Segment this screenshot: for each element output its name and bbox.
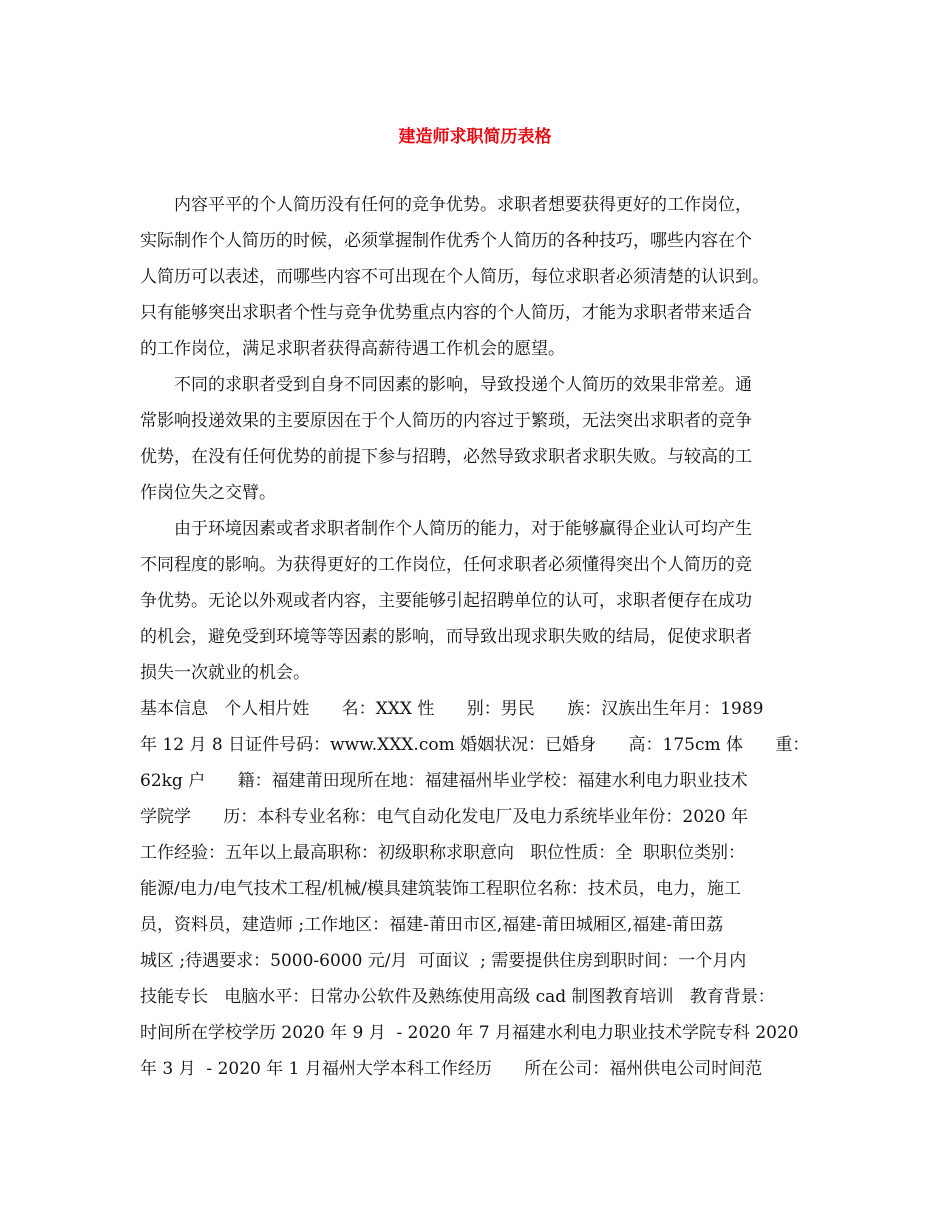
resume-line-1: 基本信息 个人相片姓 名：XXX 性 别：男民 族：汉族出生年月：1989 [140, 699, 764, 719]
resume-line-6: 能源/电力/电气技术工程/机械/模具建筑装饰工程职位名称：技术员，电力，施工 [140, 879, 741, 899]
paragraph-3-line-3: 争优势。无论以外观或者内容，主要能够引起招聘单位的认可，求职者便存在成功 [140, 591, 752, 611]
paragraph-2-line-3: 优势，在没有任何优势的前提下参与招聘，必然导致求职者求职失败。与较高的工 [140, 447, 752, 467]
resume-line-2: 年 12 月 8 日证件号码：www.XXX.com 婚姻状况：已婚身 高：175cm 体 重： [140, 735, 810, 755]
resume-line-7: 员，资料员，建造师 ;工作地区：福建-莆田市区,福建-莆田城厢区,福建-莆田荔 [140, 915, 724, 935]
resume-line-3: 62kg 户 籍：福建莆田现所在地：福建福州毕业学校：福建水利电力职业技术 [140, 771, 748, 791]
paragraph-3-line-1: 由于环境因素或者求职者制作个人简历的能力，对于能够赢得企业认可均产生 [174, 519, 752, 539]
paragraph-2-line-2: 常影响投递效果的主要原因在于个人简历的内容过于繁琐，无法突出求职者的竞争 [140, 411, 752, 431]
paragraph-3-line-5: 损失一次就业的机会。 [140, 663, 310, 683]
paragraph-2-line-4: 作岗位失之交臂。 [140, 483, 276, 503]
resume-line-10: 时间所在学校学历 2020 年 9 月 - 2020 年 7 月福建水利电力职业技术学院专科 2020 [140, 1023, 799, 1043]
paragraph-2-line-1: 不同的求职者受到自身不同因素的影响，导致投递个人简历的效果非常差。通 [174, 375, 752, 395]
paragraph-1-line-4: 只有能够突出求职者个性与竞争优势重点内容的个人简历，才能为求职者带来适合 [140, 303, 752, 323]
paragraph-1-line-5: 的工作岗位，满足求职者获得高薪待遇工作机会的愿望。 [140, 339, 565, 359]
document-title: 建造师求职简历表格 [398, 127, 552, 147]
resume-line-5: 工作经验：五年以上最高职称：初级职称求职意向 职位性质：全 职职位类别： [140, 843, 746, 863]
paragraph-1-line-1: 内容平平的个人简历没有任何的竞争优势。求职者想要获得更好的工作岗位， [174, 195, 752, 215]
paragraph-1-line-3: 人简历可以表述，而哪些内容不可出现在个人简历，每位求职者必须清楚的认识到。 [140, 267, 769, 287]
resume-line-11: 年 3 月 - 2020 年 1 月福州大学本科工作经历 所在公司：福州供电公司时间范 [140, 1059, 763, 1079]
paragraph-3-line-4: 的机会，避免受到环境等等因素的影响，而导致出现求职失败的结局，促使求职者 [140, 627, 752, 647]
resume-line-9: 技能专长 电脑水平：日常办公软件及熟练使用高级 cad 制图教育培训 教育背景： [140, 987, 775, 1007]
paragraph-1-line-2: 实际制作个人简历的时候，必须掌握制作优秀个人简历的各种技巧，哪些内容在个 [140, 231, 752, 251]
resume-line-4: 学院学 历：本科专业名称：电气自动化发电厂及电力系统毕业年份：2020 年 [140, 807, 749, 827]
paragraph-3-line-2: 不同程度的影响。为获得更好的工作岗位，任何求职者必须懂得突出个人简历的竞 [140, 555, 752, 575]
resume-line-8: 城区 ;待遇要求：5000-6000 元/月 可面议 ; 需要提供住房到职时间：一个月内 [140, 951, 747, 971]
